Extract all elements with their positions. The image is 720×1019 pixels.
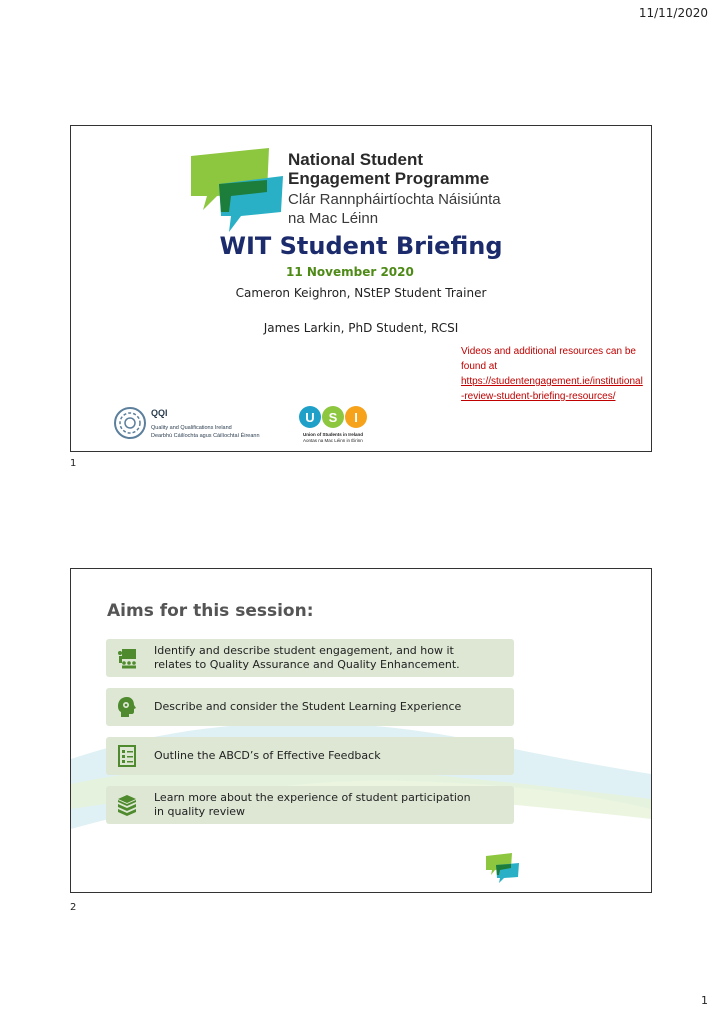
- logo-irish-name: [288, 190, 501, 228]
- slide-1-number: 1: [70, 458, 77, 469]
- slide-2-number: 2: [70, 902, 77, 913]
- logo-title-line-1: National Student: [288, 150, 424, 169]
- usi-letter-s: S: [328, 410, 338, 425]
- usi-logo: [299, 404, 369, 430]
- speech-bubbles-icon: [191, 146, 291, 246]
- resources-text: Videos and additional resources can be found at: [461, 346, 636, 372]
- usi-name-line-2: Aontas na Mac Léinn in Éirinn: [303, 438, 363, 443]
- qqi-name-line-2: Dearbhú Cáilíochta agus Cáilíochtaí Éireann: [151, 433, 260, 439]
- qqi-label: QQI: [151, 408, 168, 418]
- aim-4-line-2: in quality review: [154, 805, 246, 818]
- qqi-name-line-1: Quality and Qualifications Ireland: [151, 425, 232, 431]
- resources-note: [461, 344, 646, 404]
- logo-irish-line-1: Clár Rannpháirtíochta Náisiúnta: [288, 191, 501, 208]
- logo-title: [288, 150, 489, 188]
- nstep-mini-logo-icon: [486, 853, 522, 883]
- books-icon: [116, 794, 138, 816]
- aim-1-line-1: Identify and describe student engagement, and how it: [154, 644, 454, 657]
- aim-text-1: [154, 639, 460, 677]
- aim-text-2: Describe and consider the Student Learning Experience: [154, 700, 462, 713]
- aim-4-line-1: Learn more about the experience of student participation: [154, 791, 471, 804]
- aim-item-2: [106, 688, 514, 726]
- qqi-logo-icon: [113, 406, 147, 440]
- aim-text-3: Outline the ABCD’s of Effective Feedback: [154, 749, 381, 762]
- resources-link[interactable]: https://studentengagement.ie/institutional-review-student-briefing-resources/: [461, 376, 643, 402]
- slide-2: [70, 568, 652, 893]
- logo-irish-line-2: na Mac Léinn: [288, 210, 379, 227]
- print-date: 11/11/2020: [638, 6, 708, 20]
- checklist-icon: [116, 745, 138, 767]
- aim-text-4: [154, 786, 471, 824]
- slide-1: [70, 125, 652, 452]
- page-number: 1: [701, 994, 708, 1007]
- presenter-1: Cameron Keighron, NStEP Student Trainer: [235, 286, 487, 300]
- logo-title-line-2: Engagement Programme: [288, 169, 490, 188]
- qqi-name: [151, 424, 260, 440]
- presenter-2: James Larkin, PhD Student, RCSI: [263, 321, 459, 335]
- usi-name-line-1: Union of Students in Ireland: [303, 432, 363, 437]
- aim-1-line-2: relates to Quality Assurance and Quality Enhancement.: [154, 658, 460, 671]
- aim-item-3: [106, 737, 514, 775]
- usi-logo-icon: [299, 404, 369, 430]
- head-gears-icon: [116, 696, 138, 718]
- briefing-date: 11 November 2020: [286, 265, 414, 279]
- slide-title: WIT Student Briefing: [219, 232, 503, 260]
- aim-item-1: [106, 639, 514, 677]
- usi-name: [303, 432, 363, 444]
- presentation-icon: [116, 647, 138, 669]
- usi-letter-u: U: [305, 410, 315, 425]
- aims-heading: Aims for this session:: [107, 601, 314, 621]
- aim-item-4: [106, 786, 514, 824]
- usi-letter-i: I: [354, 410, 358, 425]
